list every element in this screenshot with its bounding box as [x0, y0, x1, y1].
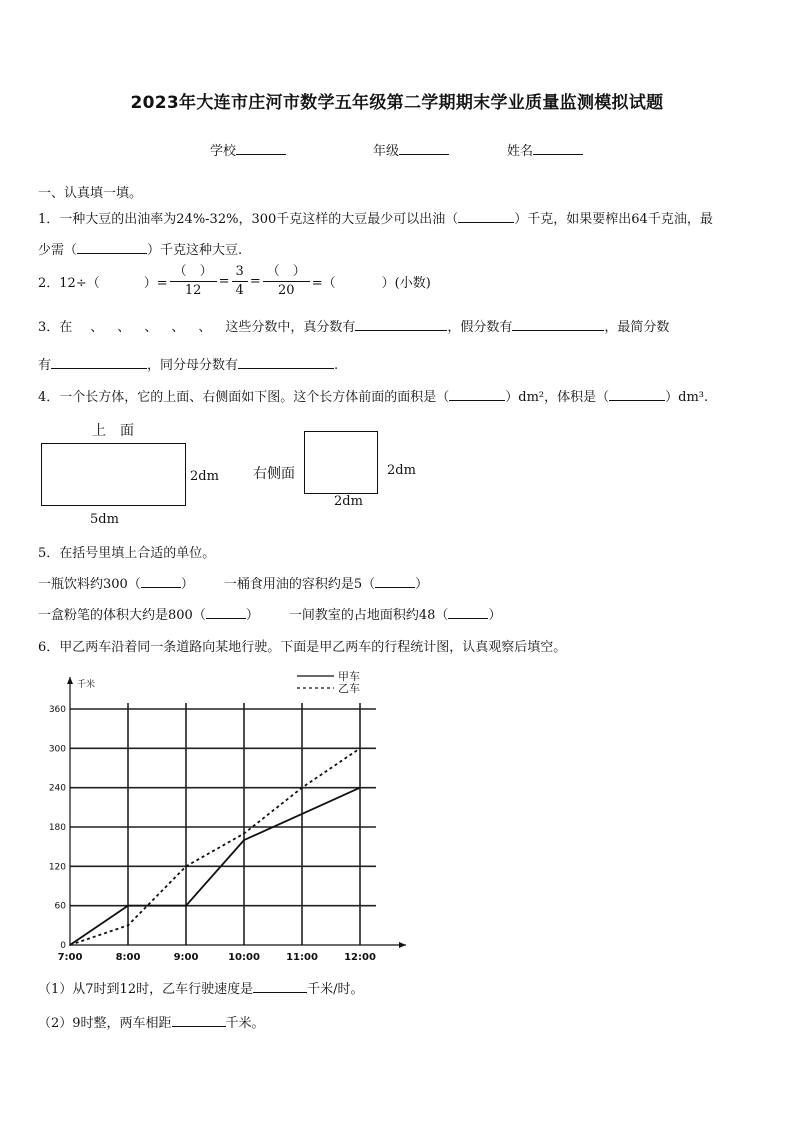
series-0-point-4	[301, 813, 303, 815]
legend-label-0: 甲车	[338, 670, 360, 683]
q3-text-a: 3．在	[38, 320, 73, 335]
fraction-2	[232, 264, 248, 299]
question-1-line-2	[38, 239, 242, 258]
q3-blank-2[interactable]	[512, 318, 604, 331]
y-tick-label-60: 60	[54, 901, 66, 912]
q1-text-c: 少需（	[38, 243, 78, 258]
q5-blank-2[interactable]	[375, 575, 415, 588]
question-6: 6．甲乙两车沿着同一条道路向某地行驶。下面是甲乙两车的行程统计图，认真观察后填空。	[38, 640, 567, 655]
q3-sep-5: 、	[198, 320, 212, 335]
side-face-height: 2dm	[387, 463, 416, 478]
fraction-2-numerator: 3	[232, 264, 248, 282]
q4-text-a: 4．一个长方体，它的上面、右侧面如下图。这个长方体前面的面积是（	[38, 390, 450, 405]
question-6-sub-2	[38, 1012, 265, 1031]
question-5-row-1	[38, 573, 428, 592]
side-face-width: 2dm	[334, 494, 363, 509]
fraction-1-denominator: 12	[184, 283, 202, 298]
series-1-point-5	[359, 748, 361, 750]
q6-blank-2[interactable]	[172, 1014, 226, 1027]
q5-r1-b: ）	[180, 577, 194, 592]
page-title: 2023年大连市庄河市数学五年级第二学期期末学业质量监测模拟试题	[130, 93, 664, 113]
name-field	[507, 140, 583, 159]
grade-blank[interactable]	[399, 142, 449, 155]
q3-text-d: ，最简分数	[604, 320, 670, 335]
series-1-point-2	[185, 866, 187, 868]
q6-sub1-b: 千米/时。	[307, 982, 364, 997]
fraction-1	[170, 264, 217, 299]
top-face-width: 5dm	[90, 512, 119, 527]
grade-field	[373, 140, 449, 159]
q3-blank-4[interactable]	[238, 356, 334, 369]
q1-text-b: ）千克，如果要榨出64千克油，最	[514, 212, 713, 227]
y-tick-label-300: 300	[48, 744, 66, 755]
question-1-line-1	[38, 208, 713, 227]
question-5: 5．在括号里填上合适的单位。	[38, 546, 216, 561]
x-tick-label-2: 9:00	[173, 952, 199, 963]
y-tick-label-240: 240	[48, 783, 66, 794]
fraction-3	[263, 264, 310, 299]
series-0-point-3	[243, 839, 245, 841]
q2-close: ）=	[143, 276, 168, 291]
legend-label-1: 乙车	[338, 682, 360, 695]
top-face-height: 2dm	[190, 469, 219, 484]
q2-equals-2: =	[249, 274, 261, 289]
q5-blank-1[interactable]	[141, 575, 181, 588]
fraction-2-denominator: 4	[235, 283, 244, 298]
school-blank[interactable]	[236, 142, 286, 155]
q4-text-c: ）dm³.	[665, 390, 709, 405]
question-3-line-2	[38, 354, 338, 373]
q3-blank-1[interactable]	[355, 318, 447, 331]
q4-blank-1[interactable]	[449, 388, 505, 401]
x-tick-label-5: 12:00	[344, 952, 376, 963]
q3-text-c: ，假分数有	[447, 320, 513, 335]
series-1-point-1	[127, 925, 129, 927]
y-tick-label-120: 120	[48, 862, 66, 873]
question-5-row-2	[38, 604, 501, 623]
q3-sep-3: 、	[144, 320, 158, 335]
q3-text-e: 有	[38, 358, 52, 373]
top-face-rectangle	[41, 443, 186, 506]
x-axis-arrow	[399, 942, 406, 948]
q5-r2-d: ）	[488, 608, 502, 623]
q1-blank-2[interactable]	[77, 241, 147, 254]
q4-blank-2[interactable]	[609, 388, 665, 401]
section-heading: 一、认真填一填。	[38, 186, 143, 201]
q3-sep-4: 、	[171, 320, 185, 335]
name-blank[interactable]	[533, 142, 583, 155]
q5-blank-3[interactable]	[206, 606, 246, 619]
fraction-3-denominator: 20	[277, 283, 295, 298]
x-tick-label-0: 7:00	[57, 952, 83, 963]
q3-sep-1: 、	[90, 320, 104, 335]
q5-r2-b: ）	[245, 608, 259, 623]
q5-r1-d: ）	[415, 577, 429, 592]
question-4	[38, 386, 708, 405]
side-face-square	[304, 431, 378, 494]
q5-r1-a: 一瓶饮料约300（	[38, 577, 141, 592]
q1-blank-1[interactable]	[458, 210, 514, 223]
series-1-point-4	[301, 787, 303, 789]
series-0-point-5	[359, 787, 361, 789]
question-2	[38, 264, 431, 299]
q5-r1-c: 一桶食用油的容积约是5（	[223, 577, 376, 592]
fraction-1-numerator[interactable]: （ ）	[170, 264, 217, 282]
chart-axes	[49, 677, 406, 963]
q3-text-f: ，同分母分数有	[147, 358, 239, 373]
q3-text-g: .	[334, 358, 339, 373]
q2-suffix: ）(小数)	[381, 276, 431, 291]
school-label: 学校	[210, 144, 237, 159]
travel-chart	[0, 665, 430, 970]
y-tick-label-360: 360	[48, 705, 66, 715]
q1-text-d: ）千克这种大豆.	[147, 243, 243, 258]
chart-legend	[297, 670, 360, 695]
grade-label: 年级	[373, 144, 400, 159]
question-6-sub-1	[38, 978, 363, 997]
series-0-point-2	[185, 905, 187, 907]
chart-series	[69, 748, 361, 946]
x-tick-label-4: 11:00	[286, 952, 318, 963]
q2-prefix: 2．12÷（	[38, 276, 100, 291]
series-0-point-1	[127, 905, 129, 907]
q1-text-a: 1．一种大豆的出油率为24%-32%，300千克这样的大豆最少可以出油（	[38, 212, 459, 227]
q3-blank-3[interactable]	[51, 356, 147, 369]
q5-blank-4[interactable]	[448, 606, 488, 619]
x-tick-label-3: 10:00	[228, 952, 260, 963]
y-axis-arrow	[67, 677, 73, 684]
q3-sep-2: 、	[117, 320, 131, 335]
question-3-line-1	[38, 316, 669, 335]
y-tick-label-180: 180	[48, 823, 66, 833]
x-tick-label-1: 8:00	[115, 952, 141, 963]
side-face-label: 右侧面	[253, 466, 295, 482]
q5-r2-a: 一盒粉笔的体积大约是800（	[38, 608, 206, 623]
school-field	[210, 140, 286, 159]
q6-sub2-b: 千米。	[225, 1016, 265, 1031]
series-1-point-3	[243, 833, 245, 835]
q4-text-b: ）dm²，体积是（	[505, 390, 610, 405]
y-axis-label: 千米	[77, 680, 96, 690]
series-1-point-0	[69, 944, 71, 946]
fraction-3-numerator[interactable]: （ ）	[263, 264, 310, 282]
q6-sub1-a: （1）从7时到12时，乙车行驶速度是	[38, 982, 254, 997]
q5-r2-c: 一间教室的占地面积约48（	[288, 608, 449, 623]
top-face-label: 上 面	[92, 423, 134, 439]
q6-sub2-a: （2）9时整，两车相距	[38, 1016, 172, 1031]
q2-equals-3: =（	[311, 276, 336, 291]
y-tick-label-0: 0	[60, 941, 66, 951]
q2-equals-1: =	[218, 274, 230, 289]
q6-blank-1[interactable]	[253, 980, 307, 993]
name-label: 姓名	[507, 144, 534, 159]
q3-text-b: 这些分数中，真分数有	[225, 320, 356, 335]
chart-grid	[70, 703, 376, 945]
